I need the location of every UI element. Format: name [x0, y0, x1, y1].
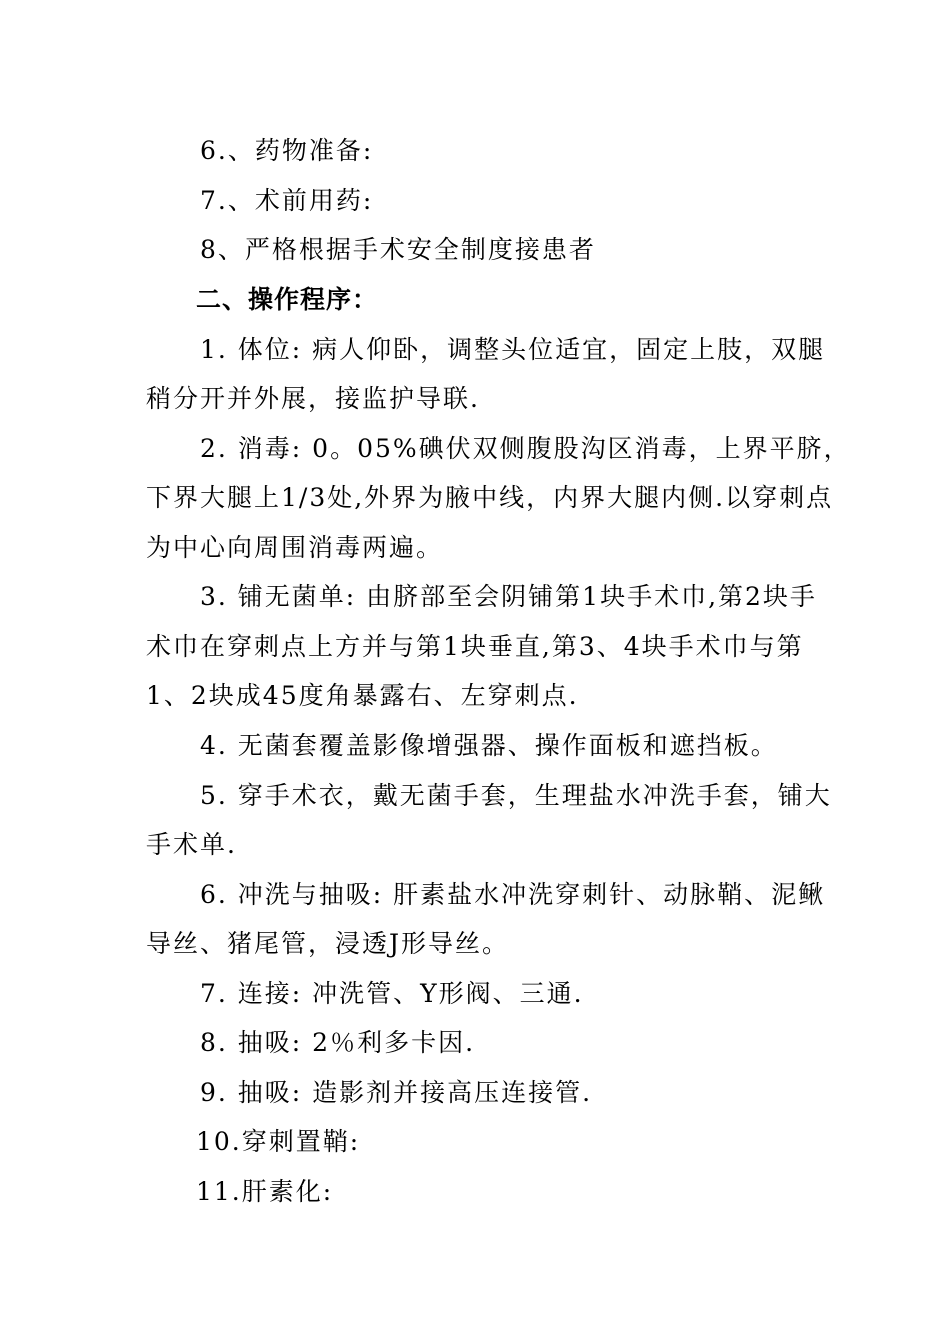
paragraph-drape-line-1: 3. 铺无菌单: 由脐部至会阴铺第1块手术巾,第2块手 [200, 582, 817, 611]
list-item-heparinization: 11.肝素化: [196, 1177, 334, 1206]
paragraph-disinfection-line-3: 为中心向周围消毒两遍。 [146, 533, 444, 562]
list-item-sheath: 10.穿刺置鞘: [196, 1127, 361, 1156]
list-item-lidocaine: 8. 抽吸: 2％利多卡因. [200, 1028, 476, 1057]
paragraph-flush-line-2: 导丝、猪尾管，浸透J形导丝。 [146, 929, 510, 958]
paragraph-gown-line-2: 手术单. [146, 830, 237, 859]
paragraph-disinfection-line-1: 2. 消毒: 0。05%碘伏双侧腹股沟区消毒，上界平脐， [200, 434, 851, 463]
list-item-preop-medication: 7.、术前用药: [200, 186, 374, 215]
paragraph-position-line-2: 稍分开并外展，接监护导联. [146, 384, 480, 413]
paragraph-sterile-cover: 4. 无菌套覆盖影像增强器、操作面板和遮挡板。 [200, 731, 778, 760]
paragraph-drape-line-2: 术巾在穿刺点上方并与第1块垂直,第3、4块手术巾与第 [146, 632, 804, 661]
list-item-drug-preparation: 6.、药物准备: [200, 136, 374, 165]
paragraph-position-line-1: 1. 体位: 病人仰卧，调整头位适宜，固定上肢，双腿 [200, 335, 826, 364]
paragraph-drape-line-3: 1、2块成45度角暴露右、左穿刺点. [146, 681, 579, 710]
paragraph-gown-line-1: 5. 穿手术衣，戴无菌手套，生理盐水冲洗手套，铺大 [200, 781, 832, 810]
section-heading-procedure: 二、操作程序： [196, 285, 379, 314]
list-item-receive-patient: 8、严格根据手术安全制度接患者 [200, 235, 596, 264]
list-item-connect: 7. 连接: 冲洗管、Y形阀、三通. [200, 979, 584, 1008]
paragraph-disinfection-line-2: 下界大腿上1/3处,外界为腋中线，内界大腿内侧.以穿刺点 [146, 483, 834, 512]
paragraph-flush-line-1: 6. 冲洗与抽吸: 肝素盐水冲洗穿刺针、动脉鞘、泥鳅 [200, 880, 826, 909]
list-item-contrast: 9. 抽吸: 造影剂并接高压连接管. [200, 1078, 593, 1107]
